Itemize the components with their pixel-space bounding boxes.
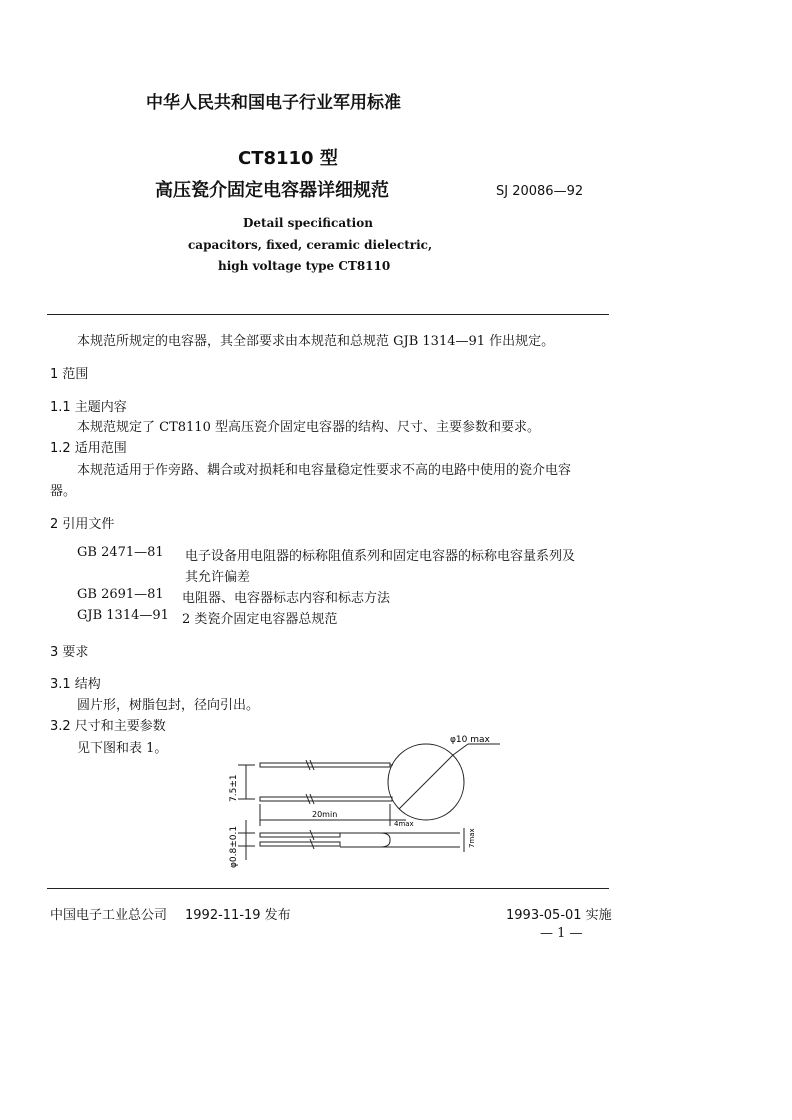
reference-code: GB 2691—81 <box>77 587 164 602</box>
issuer: 中国电子工业总公司 <box>50 908 168 923</box>
reference-title-continued: 其允许偏差 <box>185 570 251 585</box>
wire-diameter-label: φ0.8±0.1 <box>229 825 239 868</box>
footer-divider <box>47 888 609 889</box>
reference-code: GJB 1314—91 <box>77 608 169 623</box>
section-2-heading: 2 引用文件 <box>50 517 115 532</box>
page-number: — 1 — <box>540 926 583 941</box>
side-view-body <box>340 833 390 847</box>
section-1-1-text: 本规范规定了 CT8110 型高压瓷介固定电容器的结构、尺寸、主要参数和要求。 <box>77 420 540 435</box>
capacitor-dimension-drawing <box>210 730 500 875</box>
lead-length-label: 20min <box>312 810 338 819</box>
standard-code: SJ 20086—92 <box>496 184 584 199</box>
thickness-label: 7max <box>468 828 476 848</box>
section-3-2-heading: 3.2 尺寸和主要参数 <box>50 719 166 734</box>
reference-title: 电子设备用电阻器的标称阻值系列和固定电容器的标称电容量系列及 <box>185 549 576 564</box>
document-title: 高压瓷介固定电容器详细规范 <box>155 180 389 201</box>
effective-date: 1993-05-01 实施 <box>506 908 612 923</box>
section-1-heading: 1 范围 <box>50 367 89 382</box>
side-view-lead-lower <box>260 842 340 846</box>
english-title-line-2: capacitors, fixed, ceramic dielectric, <box>188 238 433 252</box>
section-3-2-text: 见下图和表 1。 <box>77 741 168 756</box>
section-1-2-text-line-2: 器。 <box>50 484 77 499</box>
section-3-1-heading: 3.1 结构 <box>50 677 101 692</box>
intro-paragraph: 本规范所规定的电容器，其全部要求由本规范和总规范 GJB 1314—91 作出规定。 <box>77 334 555 349</box>
section-3-heading: 3 要求 <box>50 645 89 660</box>
pitch-label: 7.5±1 <box>229 774 239 802</box>
header-divider <box>47 314 609 315</box>
upper-lead <box>260 763 390 767</box>
diameter-line <box>399 755 453 809</box>
reference-code: GB 2471—81 <box>77 545 164 560</box>
issue-date: 1992-11-19 发布 <box>185 908 291 923</box>
lower-lead <box>260 797 392 801</box>
reference-title: 2 类瓷介固定电容器总规范 <box>182 612 338 627</box>
section-1-2-heading: 1.2 适用范围 <box>50 441 127 456</box>
english-title-line-3: high voltage type CT8110 <box>218 259 391 273</box>
standard-line: 中华人民共和国电子行业军用标准 <box>146 93 401 113</box>
section-3-1-text: 圆片形，树脂包封，径向引出。 <box>77 698 260 713</box>
reference-title: 电阻器、电容器标志内容和标志方法 <box>182 591 391 606</box>
section-1-2-text-line-1: 本规范适用于作旁路、耦合或对损耗和电容量稳定性要求不高的电路中使用的瓷介电容 <box>77 463 572 478</box>
english-title-line-1: Detail specification <box>243 216 373 230</box>
diameter-label: φ10 max <box>450 735 490 745</box>
section-1-1-heading: 1.1 主题内容 <box>50 400 127 415</box>
side-view-lead-upper <box>260 833 340 837</box>
stub-length-label: 4max <box>394 820 414 828</box>
type-title: CT8110 型 <box>238 148 338 169</box>
